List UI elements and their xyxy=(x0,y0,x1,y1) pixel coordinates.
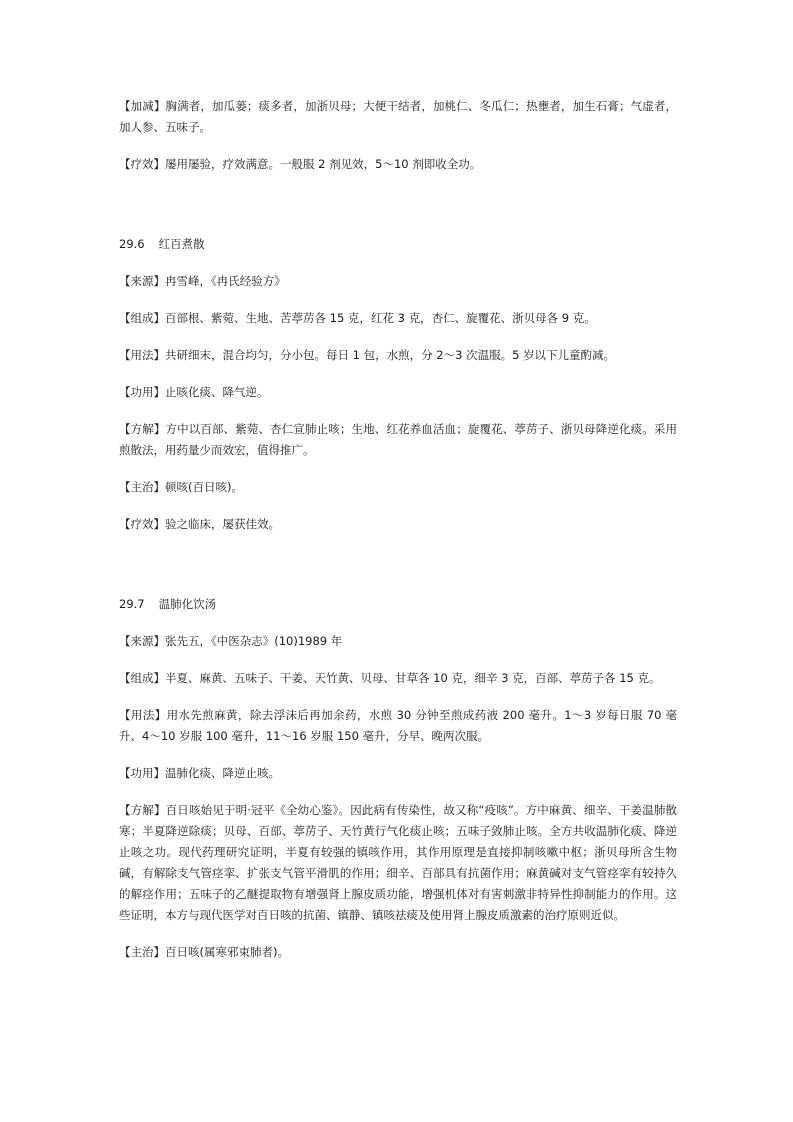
paragraph-text: 屡用屡验，疗效满意。一般服 2 剂见效，5～10 剂即收全功。 xyxy=(165,157,482,171)
paragraph-label: 【方解】 xyxy=(119,803,166,817)
paragraph-label: 【组成】 xyxy=(119,671,165,685)
paragraph-label: 【用法】 xyxy=(119,708,167,722)
paragraph-zhuzhi xyxy=(119,942,677,963)
paragraph-zucheng xyxy=(119,308,677,329)
paragraph-zucheng xyxy=(119,668,677,689)
paragraph-text: 冉雪峰，《冉氏经验方》 xyxy=(165,274,286,288)
paragraph-label: 【来源】 xyxy=(119,274,165,288)
paragraph-zhuzhi xyxy=(119,477,677,498)
paragraph-liaoxiao xyxy=(119,514,677,535)
paragraph-text: 共研细末，混合均匀，分小包。每日 1 包，水煎，分 2～3 次温服。5 岁以下儿童酌减。 xyxy=(165,348,616,362)
paragraph-label: 【疗效】 xyxy=(119,517,165,531)
paragraph-label: 【用法】 xyxy=(119,348,165,362)
paragraph-label: 【主治】 xyxy=(119,945,165,959)
paragraph-text: 验之临床，屡获佳效。 xyxy=(165,517,280,531)
section-title: 温肺化饮汤 xyxy=(158,597,217,611)
paragraph-label: 【功用】 xyxy=(119,766,165,780)
paragraph-text: 百部根、紫菀、生地、苦葶苈各 15 克，红花 3 克，杏仁、旋覆花、浙贝母各 9 克。 xyxy=(165,311,596,325)
paragraph-text: 方中以百部、紫菀、杏仁宣肺止咳；生地、红花养血活血；旋覆花、葶苈子、浙贝母降逆化痰。采用煎散法，用药量少而效宏，值得推广。 xyxy=(119,422,677,457)
paragraph-text: 止咳化痰、降气逆。 xyxy=(165,385,269,399)
paragraph-text: 百日咳始见于明·冠平《全幼心鉴》。因此病有传染性，故又称“疫咳”。方中麻黄、细辛、干姜温肺散寒；半夏降逆除痰；贝母、百部、葶苈子、天竹黄行气化痰止咳；五味子敛肺止咳。全方共收温肺化痰、降逆止咳之功。现代药理研究证明，半夏有较强的镇咳作用，其作用原理是直接抑制咳嗽中枢；浙贝母所含生物碱，有解除支气管痉挛、扩张支气管平滑肌的作用；细辛、百部具有抗菌作用；麻黄碱对支气管痉挛有较持久的解痉作用；五味子的乙醚提取物有增强肾上腺皮质功能，增强机体对有害刺激非特异性抑制能力的作用。这些证明，本方与现代医学对百日咳的抗菌、镇静、镇咳祛痰及使用肾上腺皮质激素的治疗原则近似。 xyxy=(119,803,678,922)
section-spacer xyxy=(119,191,677,234)
section-number: 29.6 xyxy=(119,237,145,251)
paragraph-text: 顿咳(百日咳)。 xyxy=(165,480,243,494)
paragraph-label: 【来源】 xyxy=(119,634,165,648)
paragraph-gongyong xyxy=(119,382,677,403)
section-spacer xyxy=(119,551,677,594)
paragraph-label: 【组成】 xyxy=(119,311,165,325)
document-page xyxy=(119,96,677,979)
paragraph-text: 百日咳(属寒邪束肺者)。 xyxy=(165,945,289,959)
paragraph-fangjie xyxy=(119,800,677,926)
paragraph-text: 张先五，《中医杂志》(10)1989 年 xyxy=(165,634,343,648)
paragraph-laiyuan xyxy=(119,271,677,292)
paragraph-text: 胸满者，加瓜蒌；痰多者，加浙贝母；大便干结者，加桃仁、冬瓜仁；热壅者，加生石膏；气虚者，加人参、五味子。 xyxy=(119,99,677,134)
paragraph-gongyong xyxy=(119,763,677,784)
paragraph-jiajian xyxy=(119,96,677,138)
paragraph-text: 用水先煎麻黄，除去浮沫后再加余药，水煎 30 分钟至煎成药液 200 毫升。1～3 岁每日服 70 毫升、4～10 岁服 100 毫升，11～16 岁服 150 毫升，分早、晚两次服。 xyxy=(119,708,678,743)
section-title: 红百煮散 xyxy=(158,237,205,251)
paragraph-label: 【加减】 xyxy=(119,99,166,113)
paragraph-label: 【方解】 xyxy=(119,422,166,436)
paragraph-label: 【主治】 xyxy=(119,480,165,494)
paragraph-yongfa xyxy=(119,345,677,366)
paragraph-text: 温肺化痰、降逆止咳。 xyxy=(165,766,280,780)
paragraph-fangjie xyxy=(119,419,677,461)
paragraph-label: 【功用】 xyxy=(119,385,165,399)
paragraph-label: 【疗效】 xyxy=(119,157,165,171)
paragraph-text: 半夏、麻黄、五味子、干姜、天竹黄、贝母、甘草各 10 克，细辛 3 克，百部、葶苈子各 15 克。 xyxy=(165,671,661,685)
section-number: 29.7 xyxy=(119,597,145,611)
paragraph-liaoxiao xyxy=(119,154,677,175)
section-heading-29-6 xyxy=(119,234,677,255)
paragraph-yongfa xyxy=(119,705,677,747)
paragraph-laiyuan xyxy=(119,631,677,652)
section-heading-29-7 xyxy=(119,594,677,615)
